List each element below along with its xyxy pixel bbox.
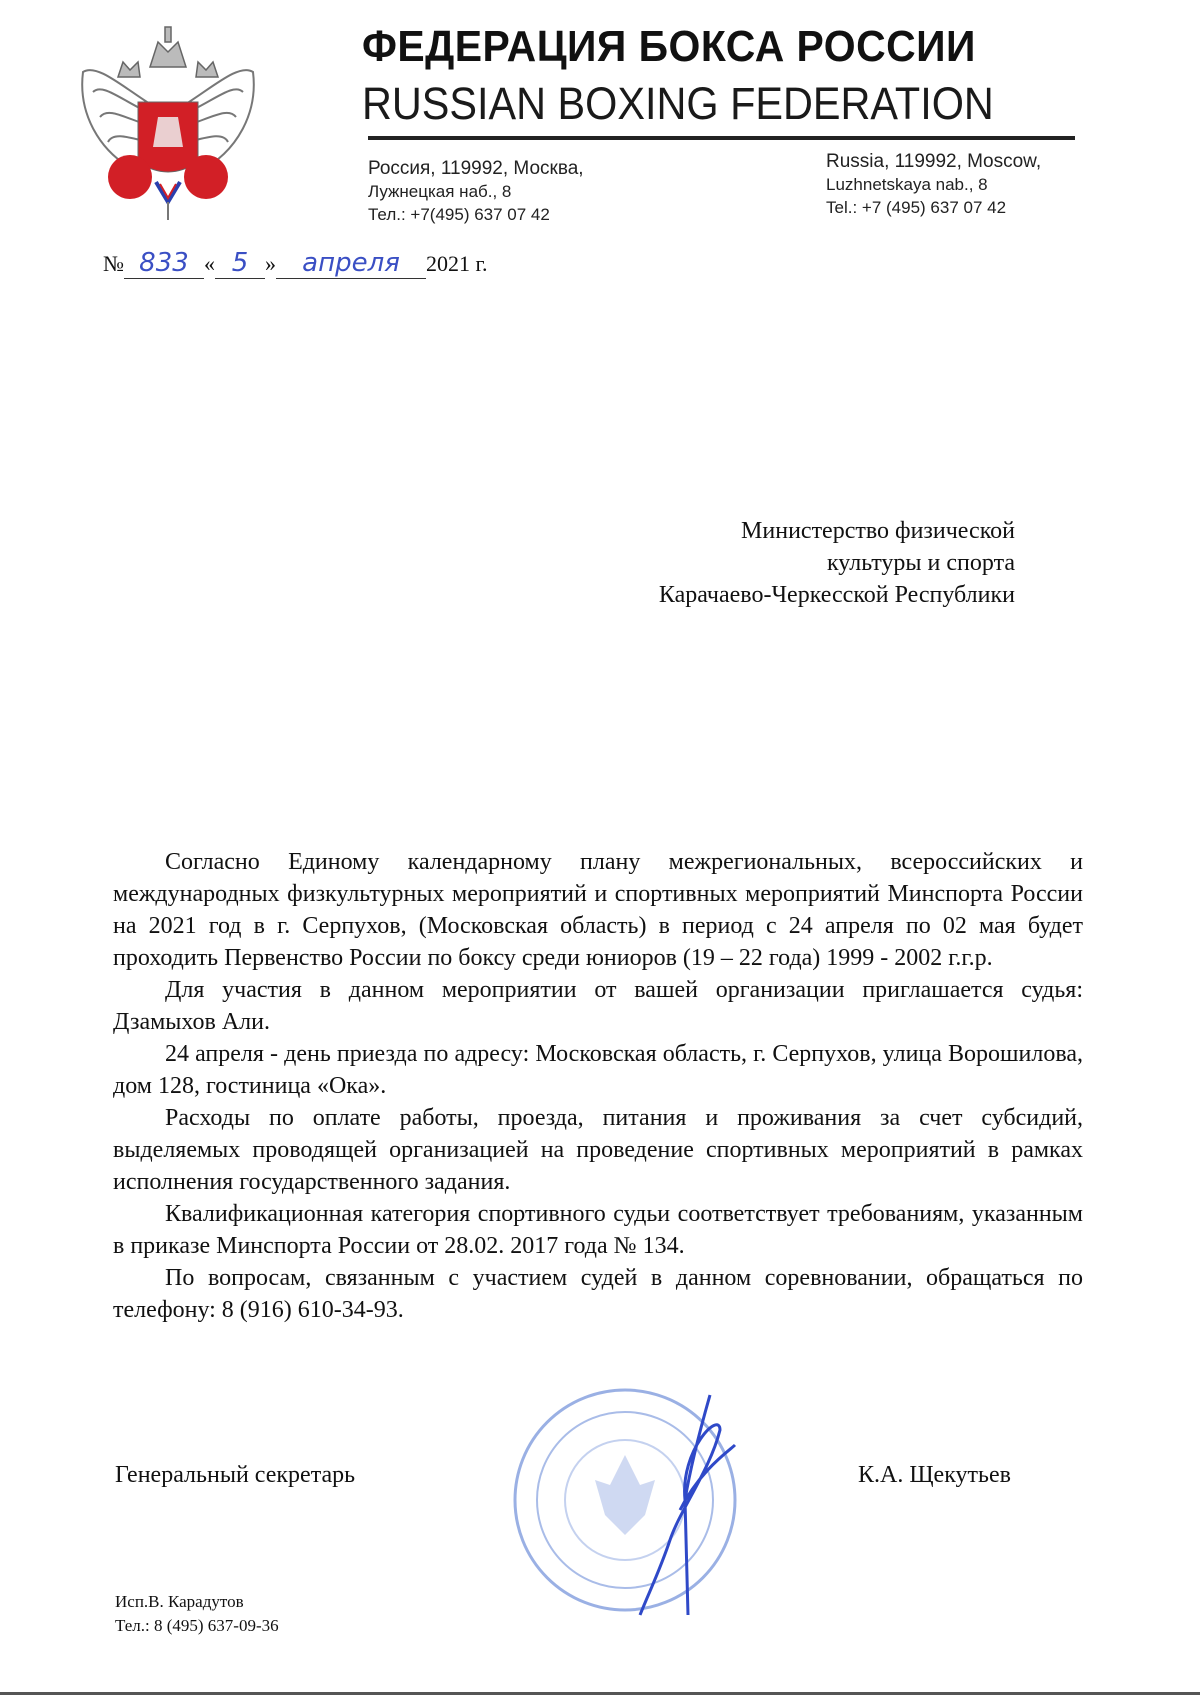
signatory-position: Генеральный секретарь: [115, 1462, 356, 1488]
number-sign: №: [103, 251, 124, 276]
federation-emblem-logo: [68, 22, 268, 222]
recipient-line: культуры и спорта: [826, 550, 1015, 576]
address-ru-line: Тел.: +7(495) 637 07 42: [368, 205, 550, 224]
letter-body: [113, 846, 1083, 1326]
address-en-line: Luzhnetskaya nab., 8: [826, 175, 988, 194]
body-paragraph: Для участия в данном мероприятии от вашей организации приглашается судья: Дзамыхов Али.: [113, 977, 1083, 1035]
address-ru-line: Россия, 119992, Москва,: [368, 158, 584, 179]
address-en-line: Tel.: +7 (495) 637 07 42: [826, 198, 1007, 217]
letterhead-title-ru: ФЕДЕРАЦИЯ БОКСА РОССИИ: [362, 22, 976, 71]
body-paragraph: Согласно Единому календарному плану межрегиональных, всероссийских и международных физкультурных мероприятий и спортивных мероприятий Минспорта России на 2021 год в г. Серпухов, (Московская область) в период с 24 апреля по 02 мая будет проходить Первенство России по боксу среди юниоров (19 – 22 года) 1999 - 2002 г.г.р.: [113, 849, 1083, 971]
body-paragraph: По вопросам, связанным с участием судей в данном соревновании, обращаться по телефону: 8 (916) 610-34-93.: [113, 1265, 1083, 1323]
letterhead-divider: [368, 136, 1075, 140]
recipient-line: Карачаево-Черкесской Республики: [658, 582, 1015, 608]
open-quote: «: [204, 251, 215, 276]
recipient-block: [560, 515, 1015, 611]
address-en-line: Russia, 119992, Moscow,: [826, 151, 1042, 172]
body-paragraph: Квалификационная категория спортивного судьи соответствует требованиям, указанным в приказе Минспорта России от 28.02. 2017 года № 134.: [113, 1201, 1083, 1259]
address-ru: [368, 157, 584, 226]
executor-name: Исп.В. Карадутов: [115, 1592, 244, 1611]
handwritten-month: апреля: [276, 248, 426, 279]
body-paragraph: Расходы по оплате работы, проезда, питания и проживания за счет субсидий, выделяемых проводящей организацией на проведение спортивных мероприятий в рамках исполнения государственного задания.: [113, 1105, 1083, 1195]
handwritten-day: 5: [215, 248, 265, 279]
executor-info: [115, 1590, 279, 1638]
handwritten-signature: [560, 1390, 740, 1620]
recipient-line: Министерство физической: [741, 518, 1015, 544]
close-quote: »: [265, 251, 276, 276]
address-en: [826, 150, 1041, 219]
document-number-date: [103, 248, 488, 279]
address-ru-line: Лужнецкая наб., 8: [368, 182, 512, 201]
year: 2021 г.: [426, 251, 488, 276]
executor-phone: Тел.: 8 (495) 637-09-36: [115, 1616, 279, 1635]
handwritten-number: 833: [124, 248, 204, 279]
page-bottom-edge: [0, 1692, 1200, 1695]
signatory-name: К.А. Щекутьев: [858, 1462, 1011, 1488]
letterhead-title-en: RUSSIAN BOXING FEDERATION: [362, 78, 994, 129]
body-paragraph: 24 апреля - день приезда по адресу: Московская область, г. Серпухов, улица Ворошилова, дом 128, гостиница «Ока».: [113, 1041, 1083, 1099]
